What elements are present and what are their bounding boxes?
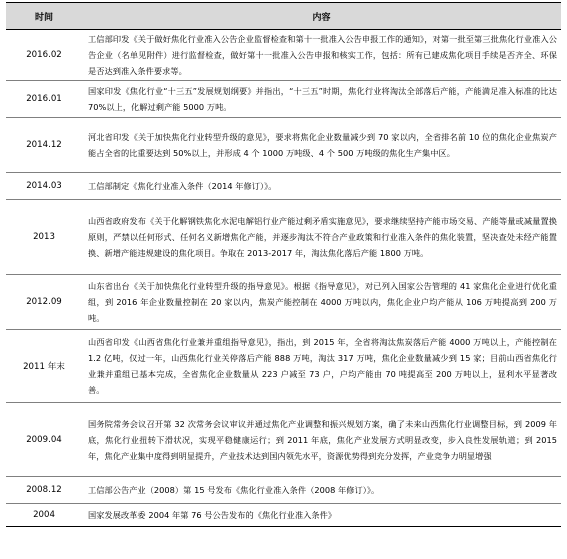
table-row	[6, 81, 561, 118]
time-cell: 2013	[6, 200, 82, 275]
content-cell: 国务院常务会议召开第 32 次常务会议审议并通过焦化产业调整和振兴规划方案，确了未来山西焦化行业调整目标，到 2009 年底，焦化行业扭转下滑状况，实现平稳健康运行；到 2011 年底，焦化产业发展方式明显改变，步入良性发展轨道；到 2015 年，焦化产业集中度得到明显提升，产业技术达到国内领先水平，资源优势得到充分发挥，产业竞争力明显增强	[82, 403, 561, 477]
content-cell: 山西省政府发布《关于化解钢铁焦化水泥电解铝行业产能过剩矛盾实施意见》，要求继续坚持产能市场交易、产能等量或减量置换原则，严禁以任何形式、任何名义新增焦化产能，并逐步淘汰不符合产业政策和行业准入条件的焦化装置，坚决查处未经产能置换、新增产能违规建设的焦化项目。争取在 2013-2017 年，淘汰焦化落后产能 1800 万吨。	[82, 200, 561, 275]
table-row	[6, 477, 561, 504]
table-row	[6, 275, 561, 330]
time-cell: 2004	[6, 504, 82, 527]
table-row	[6, 330, 561, 403]
table-row	[6, 403, 561, 477]
content-cell: 国家发展改革委 2004 年第 76 号公告发布的《焦化行业准入条件》	[82, 504, 561, 527]
table-header	[6, 3, 561, 30]
time-cell: 2011 年末	[6, 330, 82, 403]
table-row	[6, 504, 561, 527]
time-cell: 2014.03	[6, 173, 82, 200]
table-row	[6, 173, 561, 200]
time-cell: 2016.02	[6, 30, 82, 81]
content-cell: 工信部制定《焦化行业准入条件（2014 年修订）》。	[82, 173, 561, 200]
time-cell: 2012.09	[6, 275, 82, 330]
table-row	[6, 200, 561, 275]
time-cell: 2014.12	[6, 118, 82, 173]
table-body	[6, 30, 561, 527]
time-column-header: 时间	[6, 3, 82, 30]
table-row	[6, 30, 561, 81]
header-row	[6, 3, 561, 30]
content-cell: 山东省出台《关于加快焦化行业转型升级的指导意见》。根据《指导意见》，对已列入国家公告管理的 41 家焦化企业进行优化重组，到 2016 年企业数量控制在 20 家以内，焦炭产能控制在 4000 万吨以内，焦化企业户均产能从 106 万吨提高到 200 万吨。	[82, 275, 561, 330]
content-cell: 工信部印发《关于做好焦化行业准入公告企业监督检查和第十一批准入公告申报工作的通知》，对第一批至第三批焦化行业准入公告企业（名单见附件）进行监督检查，做好第十一批准入公告申报和核实工作，包括：所有已建成焦化项目手续是否齐全、环保是否达到准入条件要求等。	[82, 30, 561, 81]
time-cell: 2009.04	[6, 403, 82, 477]
content-column-header: 内容	[82, 3, 561, 30]
content-cell: 工信部公告产业（2008）第 15 号发布《焦化行业准入条件（2008 年修订）》。	[82, 477, 561, 504]
content-cell: 河北省印发《关于加快焦化行业转型升级的意见》，要求将焦化企业数量减少到 70 家以内，全省排名前 10 位的焦化企业焦炭产能占全省的比重要达到 50%以上，并形成 4 个 1000 万吨级、4 个 500 万吨级的焦化生产集中区。	[82, 118, 561, 173]
time-cell: 2016.01	[6, 81, 82, 118]
content-cell: 国家印发《焦化行业“十三五”发展规划纲要》并指出，“十三五”时期，焦化行业将淘汰全部落后产能，产能満足准入标准的比达 70%以上，化解过剩产能 5000 万吨。	[82, 81, 561, 118]
content-cell: 山西省印发《山西省焦化行业兼并重组指导意见》，指出，到 2015 年，全省将淘汰焦炭落后产能 4000 万吨以上，产能控制在 1.2 亿吨，仅过一年，山西焦化行业关停落后产能 888 万吨，淘汰 317 万吨，焦化企业数量减少到 15 家；目前山西省焦化行业兼并重组已基本完成，全省焦化企业数量从 223 户减至 73 户，户均产能由 70 吨提高至 200 万吨以上，显利水平显著改善。	[82, 330, 561, 403]
policy-table	[6, 2, 561, 527]
table-row	[6, 118, 561, 173]
time-cell: 2008.12	[6, 477, 82, 504]
